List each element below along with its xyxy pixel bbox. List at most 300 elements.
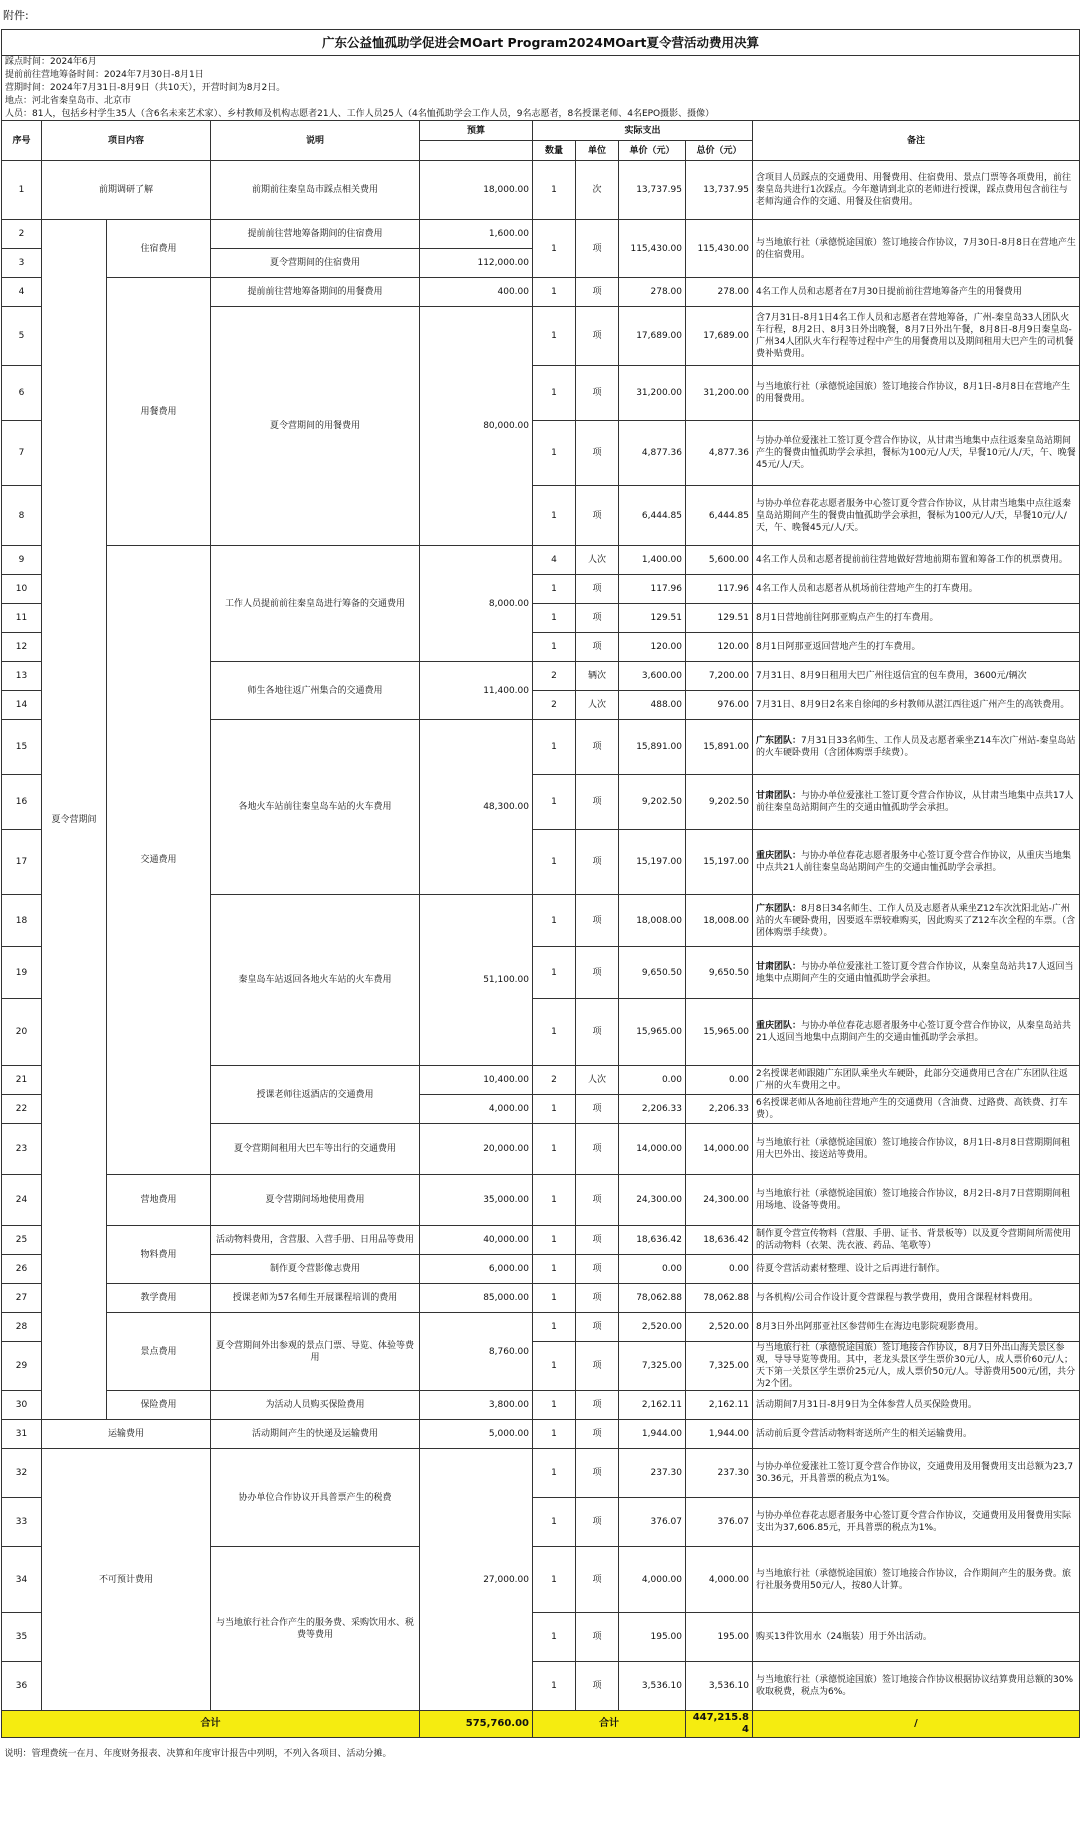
qty-cell: 1 (533, 720, 576, 775)
qty-cell: 1 (533, 1613, 576, 1662)
group-meals: 用餐费用 (107, 278, 211, 546)
row-number: 25 (2, 1226, 42, 1255)
row-number: 31 (2, 1420, 42, 1449)
total-price-cell: 9,202.50 (686, 775, 753, 830)
budget-cell: 85,000.00 (420, 1284, 533, 1313)
info-line: 营期时间：2024年7月31日-8月9日（共10天），开营时间为8月2日。 (2, 82, 1080, 95)
group-unforeseen: 不可预计费用 (42, 1449, 211, 1711)
remark-text: 与当地旅行社（承德悦途国旅）签订地接合作协议，8月7日外出山海关景区参观，导导导览等费用。其中，老龙头景区学生票价30元/人，成人票价60元/人；天下第一关景区学生票价25元/人，成人票价50元/人。导游费用500元/团，共分为2个团。 (756, 1343, 1076, 1389)
row-number: 4 (2, 278, 42, 307)
unit-cell: 辆次 (576, 662, 619, 691)
remark-text: 与协办单位春花志愿者服务中心签订夏令营合作协议，从甘肃当地集中点往返秦皇岛站期间产生的餐费由恤孤助学会承担，餐标为100元/人/天，早餐10元/人/天，午、晚餐45元/人/天。 (756, 498, 1072, 533)
row-number: 21 (2, 1066, 42, 1095)
total-price-cell: 5,600.00 (686, 546, 753, 575)
remark-text: 与协办单位春花志愿者服务中心签订夏令营合作协议，从重庆当地集中点共21人前往秦皇岛站期间产生的交通由恤孤助学会承担。 (756, 851, 1072, 873)
desc-34: 与当地旅行社合作产生的服务费、采购饮用水、税费等费用 (211, 1547, 420, 1711)
unit-cell: 项 (576, 947, 619, 999)
remark-cell (753, 1613, 1080, 1662)
unit-price-cell: 15,891.00 (619, 720, 686, 775)
qty-cell: 1 (533, 1095, 576, 1124)
qty-cell: 1 (533, 220, 576, 278)
remark-text: 活动前后夏令营活动物料寄送所产生的相关运输费用。 (756, 1429, 973, 1439)
unit-price-cell: 1,400.00 (619, 546, 686, 575)
totals-actual: 447,215.84 (686, 1711, 753, 1738)
row-number: 32 (2, 1449, 42, 1498)
remark-cell (753, 1449, 1080, 1498)
budget-cell: 80,000.00 (420, 307, 533, 546)
qty-cell: 1 (533, 161, 576, 220)
desc-13: 师生各地往返广州集合的交通费用 (211, 662, 420, 720)
header-budget: 预算 (420, 121, 533, 141)
unit-cell: 项 (576, 1391, 619, 1420)
unit-cell: 项 (576, 1313, 619, 1342)
remark-cell (753, 278, 1080, 307)
qty-cell: 4 (533, 546, 576, 575)
qty-cell: 1 (533, 366, 576, 421)
team-label: 甘肃团队： (756, 791, 802, 801)
remark-text: 待夏令营活动素材整理、设计之后再进行制作。 (756, 1264, 946, 1274)
remark-text: 7月31日33名师生、工作人员及志愿者乘坐Z14车次广州站-秦皇岛站的火车硬卧费用（含团体购票手续费）。 (756, 736, 1076, 758)
row-number: 29 (2, 1342, 42, 1391)
qty-cell: 1 (533, 1255, 576, 1284)
unit-price-cell: 9,202.50 (619, 775, 686, 830)
total-price-cell: 1,944.00 (686, 1420, 753, 1449)
qty-cell: 1 (533, 486, 576, 546)
total-price-cell: 2,206.33 (686, 1095, 753, 1124)
table-row (2, 161, 1080, 220)
remark-cell (753, 161, 1080, 220)
team-label: 甘肃团队： (756, 961, 802, 972)
remark-text: 购买13件饮用水（24瓶装）用于外出活动。 (756, 1632, 932, 1642)
unit-cell: 项 (576, 999, 619, 1066)
table-row (2, 1420, 1080, 1449)
unit-price-cell: 15,197.00 (619, 830, 686, 895)
row-number: 13 (2, 662, 42, 691)
remark-cell (753, 421, 1080, 486)
total-price-cell: 7,325.00 (686, 1342, 753, 1391)
unit-cell: 项 (576, 633, 619, 662)
total-price-cell: 115,430.00 (686, 220, 753, 278)
unit-price-cell: 17,689.00 (619, 307, 686, 366)
header-qty: 数量 (533, 141, 576, 161)
remark-cell (753, 307, 1080, 366)
remark-cell (753, 1095, 1080, 1124)
total-price-cell: 31,200.00 (686, 366, 753, 421)
remark-cell (753, 546, 1080, 575)
unit-cell: 项 (576, 1662, 619, 1711)
unit-price-cell: 376.07 (619, 1498, 686, 1547)
header-desc: 说明 (211, 121, 420, 161)
row-number: 8 (2, 486, 42, 546)
unit-price-cell: 0.00 (619, 1066, 686, 1095)
unit-price-cell: 115,430.00 (619, 220, 686, 278)
budget-cell: 48,300.00 (420, 720, 533, 895)
row-number: 1 (2, 161, 42, 220)
remark-text: 8月1日阿那亚返回营地产生的打车费用。 (756, 642, 921, 652)
group-lodging: 住宿费用 (107, 220, 211, 278)
row-number: 17 (2, 830, 42, 895)
total-price-cell: 17,689.00 (686, 307, 753, 366)
remark-cell (753, 947, 1080, 999)
budget-cell: 11,400.00 (420, 662, 533, 720)
qty-cell: 1 (533, 1449, 576, 1498)
total-price-cell: 195.00 (686, 1613, 753, 1662)
unit-price-cell: 1,944.00 (619, 1420, 686, 1449)
table-row (2, 1391, 1080, 1420)
row-number: 15 (2, 720, 42, 775)
unit-price-cell: 4,000.00 (619, 1547, 686, 1613)
qty-cell: 1 (533, 1391, 576, 1420)
remark-text: 含项目人员踩点的交通费用、用餐费用、住宿费用、景点门票等各项费用，前往秦皇岛共进行1次踩点。今年邀请到北京的老师进行授课，踩点费用包含前往与老师沟通合作的交通、用餐及住宿费用。 (756, 173, 1072, 207)
total-price-cell: 24,300.00 (686, 1175, 753, 1226)
unit-cell: 项 (576, 1226, 619, 1255)
info-line: 地点：河北省秦皇岛市、北京市 (2, 95, 1080, 108)
remark-cell (753, 662, 1080, 691)
unit-cell: 项 (576, 830, 619, 895)
remark-text: 与协办单位爱涨社工签订夏令营合作协议，从甘肃当地集中点往返秦皇岛站期间产生的餐费由恤孤助学会承担，餐标为100元/人/天，早餐10元/人/天，午、晚餐45元/人/天。 (756, 436, 1076, 470)
total-price-cell: 2,162.11 (686, 1391, 753, 1420)
row-number: 35 (2, 1613, 42, 1662)
remark-cell (753, 1066, 1080, 1095)
remark-text: 2名授课老师跟随广东团队乘坐火车硬卧，此部分交通费用已含在广东团队往返广州的火车费用之中。 (756, 1069, 1068, 1091)
remark-text: 8月8日34名师生、工作人员及志愿者从乘坐Z12车次沈阳北站-广州站的火车硬卧费用，因要返车票较难购买，因此购买了Z12车次全程的车票。（含团体购票手续费）。 (756, 903, 1076, 938)
qty-cell: 1 (533, 895, 576, 947)
desc-27: 授课老师为57名师生开展课程培训的费用 (211, 1284, 420, 1313)
totals-actual-label: 合计 (533, 1711, 686, 1738)
desc-18: 秦皇岛车站返回各地火车站的火车费用 (211, 895, 420, 1066)
desc-4: 提前前往营地筹备期间的用餐费用 (211, 278, 420, 307)
row-number: 7 (2, 421, 42, 486)
unit-cell: 项 (576, 1284, 619, 1313)
qty-cell: 1 (533, 1175, 576, 1226)
unit-price-cell: 9,650.50 (619, 947, 686, 999)
group-sights: 景点费用 (107, 1313, 211, 1391)
qty-cell: 1 (533, 830, 576, 895)
team-label: 广东团队： (756, 736, 802, 746)
unit-cell: 次 (576, 161, 619, 220)
total-price-cell: 13,737.95 (686, 161, 753, 220)
remark-text: 与当地旅行社（承德悦途国旅）签订地接合作协议，8月1日-8月8日在营地产生的用餐费用。 (756, 382, 1071, 404)
desc-28: 夏令营期间外出参观的景点门票、导览、体验等费用 (211, 1313, 420, 1391)
remark-text: 7月31日、8月9日2名来自徐闻的乡村教师从湛江西往返广州产生的高铁费用。 (756, 700, 1070, 710)
remark-text: 与协办单位爱涨社工签订夏令营合作协议，从甘肃当地集中点共17人前往秦皇岛站期间产生的交通由恤孤助学会承担。 (756, 791, 1074, 813)
total-price-cell: 0.00 (686, 1255, 753, 1284)
qty-cell: 1 (533, 1313, 576, 1342)
remark-cell (753, 1255, 1080, 1284)
unit-price-cell: 2,520.00 (619, 1313, 686, 1342)
row-number: 28 (2, 1313, 42, 1342)
qty-cell: 1 (533, 775, 576, 830)
unit-price-cell: 18,008.00 (619, 895, 686, 947)
unit-cell: 项 (576, 895, 619, 947)
remark-cell (753, 1547, 1080, 1613)
unit-price-cell: 3,536.10 (619, 1662, 686, 1711)
remark-cell (753, 1175, 1080, 1226)
remark-cell (753, 1124, 1080, 1175)
remark-cell (753, 895, 1080, 947)
unit-price-cell: 24,300.00 (619, 1175, 686, 1226)
unit-price-cell: 129.51 (619, 604, 686, 633)
header-unit-price: 单价（元） (619, 141, 686, 161)
header-unit: 单位 (576, 141, 619, 161)
unit-cell: 人次 (576, 546, 619, 575)
info-line: 踩点时间：2024年6月 (2, 56, 1080, 69)
header-item: 项目内容 (42, 121, 211, 161)
desc-3: 夏令营期间的住宿费用 (211, 249, 420, 278)
unit-price-cell: 14,000.00 (619, 1124, 686, 1175)
row-number: 12 (2, 633, 42, 662)
remark-cell (753, 1391, 1080, 1420)
total-price-cell: 117.96 (686, 575, 753, 604)
remark-text: 6名授课老师从各地前往营地产生的交通费用（含油费、过路费、高铁费、打车费）。 (756, 1098, 1068, 1120)
row-number: 34 (2, 1547, 42, 1613)
remark-text: 4名工作人员和志愿者提前前往营地做好营地前期布置和筹备工作的机票费用。 (756, 555, 1068, 565)
qty-cell: 1 (533, 604, 576, 633)
total-price-cell: 7,200.00 (686, 662, 753, 691)
unit-cell: 人次 (576, 691, 619, 720)
remark-cell (753, 691, 1080, 720)
remark-text: 7月31日、8月9日租用大巴广州往返信宜的包车费用，3600元/辆次 (756, 671, 1027, 681)
remark-cell (753, 486, 1080, 546)
unit-cell: 项 (576, 1342, 619, 1391)
header-remark: 备注 (753, 121, 1080, 161)
qty-cell: 2 (533, 1066, 576, 1095)
total-price-cell: 2,520.00 (686, 1313, 753, 1342)
unit-cell: 项 (576, 486, 619, 546)
header-actual: 实际支出 (533, 121, 753, 141)
remark-cell (753, 1662, 1080, 1711)
desc-1: 前期前往秦皇岛市踩点相关费用 (211, 161, 420, 220)
group-materials: 物料费用 (107, 1226, 211, 1284)
budget-cell: 8,760.00 (420, 1313, 533, 1391)
group-shipping: 运输费用 (42, 1420, 211, 1449)
budget-cell: 20,000.00 (420, 1124, 533, 1175)
unit-cell: 项 (576, 775, 619, 830)
row-number: 9 (2, 546, 42, 575)
table-row (2, 220, 1080, 249)
row-number: 27 (2, 1284, 42, 1313)
qty-cell: 1 (533, 421, 576, 486)
remark-cell (753, 1313, 1080, 1342)
desc-21: 授课老师往返酒店的交通费用 (211, 1066, 420, 1124)
unit-price-cell: 7,325.00 (619, 1342, 686, 1391)
unit-cell: 项 (576, 1255, 619, 1284)
footnote: 说明：管理费统一在月、年度财务报表、决算和年度审计报告中列明，不列入各项目、活动分摊。 (4, 1748, 392, 1759)
table-row (2, 1313, 1080, 1342)
group-transport: 交通费用 (107, 546, 211, 1175)
total-price-cell: 15,197.00 (686, 830, 753, 895)
team-label: 重庆团队： (756, 851, 802, 861)
remark-cell (753, 1284, 1080, 1313)
remark-text: 与各机构/公司合作设计夏令营课程与教学费用，费用含课程材料费用。 (756, 1293, 1039, 1303)
group-insurance: 保险费用 (107, 1391, 211, 1420)
remark-text: 8月3日外出阿那亚社区参营师生在海边电影院观影费用。 (756, 1322, 984, 1332)
unit-price-cell: 2,162.11 (619, 1391, 686, 1420)
row-number: 24 (2, 1175, 42, 1226)
qty-cell: 1 (533, 1124, 576, 1175)
qty-cell: 1 (533, 575, 576, 604)
total-price-cell: 976.00 (686, 691, 753, 720)
desc-25: 活动物料费用，含营服、入营手册、日用品等费用 (211, 1226, 420, 1255)
total-price-cell: 237.30 (686, 1449, 753, 1498)
unit-price-cell: 195.00 (619, 1613, 686, 1662)
budget-cell: 112,000.00 (420, 249, 533, 278)
desc-32: 协办单位合作协议开具普票产生的税费 (211, 1449, 420, 1547)
qty-cell: 1 (533, 1342, 576, 1391)
remark-text: 与协办单位爱涨社工签订夏令营合作协议，交通费用及用餐费用支出总额为23,730.36元，开具普票的税点为1%。 (756, 1462, 1074, 1484)
table-row (2, 1284, 1080, 1313)
qty-cell: 1 (533, 1662, 576, 1711)
totals-label: 合计 (2, 1711, 420, 1738)
unit-cell: 项 (576, 1498, 619, 1547)
row-number: 10 (2, 575, 42, 604)
desc-5: 夏令营期间的用餐费用 (211, 307, 420, 546)
unit-price-cell: 2,206.33 (619, 1095, 686, 1124)
desc-15: 各地火车站前往秦皇岛车站的火车费用 (211, 720, 420, 895)
unit-price-cell: 15,965.00 (619, 999, 686, 1066)
total-price-cell: 376.07 (686, 1498, 753, 1547)
desc-30: 为活动人员购买保险费用 (211, 1391, 420, 1420)
unit-cell: 项 (576, 720, 619, 775)
remark-cell (753, 720, 1080, 775)
total-price-cell: 129.51 (686, 604, 753, 633)
expense-table-body (2, 30, 1080, 1770)
budget-cell: 27,000.00 (420, 1449, 533, 1711)
table-row (2, 1175, 1080, 1226)
budget-cell: 5,000.00 (420, 1420, 533, 1449)
row-number: 14 (2, 691, 42, 720)
unit-price-cell: 120.00 (619, 633, 686, 662)
row-number: 3 (2, 249, 42, 278)
remark-cell (753, 1498, 1080, 1547)
unit-price-cell: 31,200.00 (619, 366, 686, 421)
qty-cell: 1 (533, 278, 576, 307)
budget-cell: 6,000.00 (420, 1255, 533, 1284)
unit-price-cell: 237.30 (619, 1449, 686, 1498)
total-price-cell: 3,536.10 (686, 1662, 753, 1711)
unit-price-cell: 4,877.36 (619, 421, 686, 486)
team-label: 广东团队： (756, 903, 802, 914)
remark-text: 与协办单位爱涨社工签订夏令营合作协议，从秦皇岛站共17人返回当地集中点期间产生的交通由恤孤助学会承担。 (756, 961, 1074, 984)
row-number: 2 (2, 220, 42, 249)
unit-price-cell: 13,737.95 (619, 161, 686, 220)
remark-text: 与协办单位春花志愿者服务中心签订夏令营合作协议，交通费用及用餐费用实际支出为37,606.85元，开具普票的税点为1%。 (756, 1511, 1072, 1533)
info-line: 人员：81人，包括乡村学生35人（含6名未来艺术家）、乡村教师及机构志愿者21人、工作人员25人（4名恤孤助学会工作人员，9名志愿者，8名授课老师、4名EPO摄影、摄像） (2, 108, 1080, 121)
total-price-cell: 14,000.00 (686, 1124, 753, 1175)
remark-cell (753, 1226, 1080, 1255)
unit-price-cell: 117.96 (619, 575, 686, 604)
row-number: 20 (2, 999, 42, 1066)
remark-text: 含7月31日-8月1日4名工作人员和志愿者在营地筹备，广州-秦皇岛33人团队火车行程，8月2日、8月3日外出晚餐，8月7日外出午餐，8月8日-8月9日秦皇岛-广州34人团队火车行程等过程中产生的用餐费用以及期间租用大巴产生的司机餐费补贴费用。 (756, 313, 1074, 359)
row-number: 30 (2, 1391, 42, 1420)
unit-cell: 项 (576, 1613, 619, 1662)
unit-price-cell: 3,600.00 (619, 662, 686, 691)
row-number: 16 (2, 775, 42, 830)
row-number: 18 (2, 895, 42, 947)
unit-price-cell: 78,062.88 (619, 1284, 686, 1313)
desc-9: 工作人员提前前往秦皇岛进行筹备的交通费用 (211, 546, 420, 662)
unit-cell: 项 (576, 604, 619, 633)
remark-cell (753, 830, 1080, 895)
expense-table (1, 29, 1080, 1770)
remark-text: 与当地旅行社（承德悦途国旅）签订地接合作协议根据协议结算费用总额的30%收取税费，税点为6%。 (756, 1675, 1074, 1697)
remark-text: 4名工作人员和志愿者在7月30日提前前往营地筹备产生的用餐费用 (756, 287, 1022, 297)
desc-24: 夏令营期间场地使用费用 (211, 1175, 420, 1226)
budget-cell: 400.00 (420, 278, 533, 307)
unit-cell: 项 (576, 421, 619, 486)
row-number: 36 (2, 1662, 42, 1711)
remark-text: 与协办单位春花志愿者服务中心签订夏令营合作协议，从秦皇岛站共21人返回当地集中点期间产生的交通由恤孤助学会承担。 (756, 1021, 1072, 1043)
budget-cell: 40,000.00 (420, 1226, 533, 1255)
unit-cell: 项 (576, 1124, 619, 1175)
total-price-cell: 18,636.42 (686, 1226, 753, 1255)
total-price-cell: 15,891.00 (686, 720, 753, 775)
qty-cell: 1 (533, 307, 576, 366)
footnote-row (2, 1738, 1080, 1770)
row-number: 26 (2, 1255, 42, 1284)
sheet-title: 广东公益恤孤助学促进会MOart Program2024MOart夏令营活动费用决算 (2, 30, 1080, 56)
unit-cell: 项 (576, 366, 619, 421)
info-line: 提前前往营地筹备时间：2024年7月30日-8月1日 (2, 69, 1080, 82)
table-row (2, 1449, 1080, 1498)
unit-cell: 项 (576, 278, 619, 307)
group-camp-period: 夏令营期间 (42, 220, 107, 1420)
table-row (2, 546, 1080, 575)
budget-cell: 18,000.00 (420, 161, 533, 220)
remark-cell (753, 1342, 1080, 1391)
remark-text: 与当地旅行社（承德悦途国旅）签订地接合作协议，合作期间产生的服务费。旅行社服务费用50元/人，按80人计算。 (756, 1568, 1072, 1591)
remark-text: 8月1日营地前往阿那亚购点产生的打车费用。 (756, 613, 939, 623)
row-number: 5 (2, 307, 42, 366)
qty-cell: 2 (533, 662, 576, 691)
unit-price-cell: 0.00 (619, 1255, 686, 1284)
unit-cell: 项 (576, 575, 619, 604)
unit-cell: 项 (576, 1449, 619, 1498)
unit-price-cell: 488.00 (619, 691, 686, 720)
total-price-cell: 0.00 (686, 1066, 753, 1095)
unit-cell: 项 (576, 1175, 619, 1226)
qty-cell: 2 (533, 691, 576, 720)
qty-cell: 1 (533, 999, 576, 1066)
desc-26: 制作夏令营影像志费用 (211, 1255, 420, 1284)
total-price-cell: 78,062.88 (686, 1284, 753, 1313)
total-price-cell: 6,444.85 (686, 486, 753, 546)
budget-cell: 4,000.00 (420, 1095, 533, 1124)
remark-cell (753, 999, 1080, 1066)
group-venue: 营地费用 (107, 1175, 211, 1226)
budget-cell: 3,800.00 (420, 1391, 533, 1420)
unit-cell: 项 (576, 220, 619, 278)
totals-budget: 575,760.00 (420, 1711, 533, 1738)
row-number: 33 (2, 1498, 42, 1547)
team-label: 重庆团队： (756, 1021, 802, 1031)
budget-cell: 1,600.00 (420, 220, 533, 249)
group-teaching: 教学费用 (107, 1284, 211, 1313)
row-number: 6 (2, 366, 42, 421)
header-budget-sub (420, 141, 533, 161)
budget-cell: 35,000.00 (420, 1175, 533, 1226)
totals-remark: / (753, 1711, 1080, 1738)
budget-cell: 51,100.00 (420, 895, 533, 1066)
desc-31: 活动期间产生的快递及运输费用 (211, 1420, 420, 1449)
table-row (2, 1226, 1080, 1255)
row-number: 19 (2, 947, 42, 999)
remark-text: 与当地旅行社（承德悦途国旅）签订地接合作协议，8月1日-8月8日营期期间租用大巴外出、接送站等费用。 (756, 1138, 1071, 1160)
remark-text: 与当地旅行社（承德悦途国旅）签订地接合作协议，7月30日-8月8日在营地产生的住宿费用。 (756, 237, 1076, 260)
total-price-cell: 18,008.00 (686, 895, 753, 947)
unit-cell: 人次 (576, 1066, 619, 1095)
unit-price-cell: 18,636.42 (619, 1226, 686, 1255)
